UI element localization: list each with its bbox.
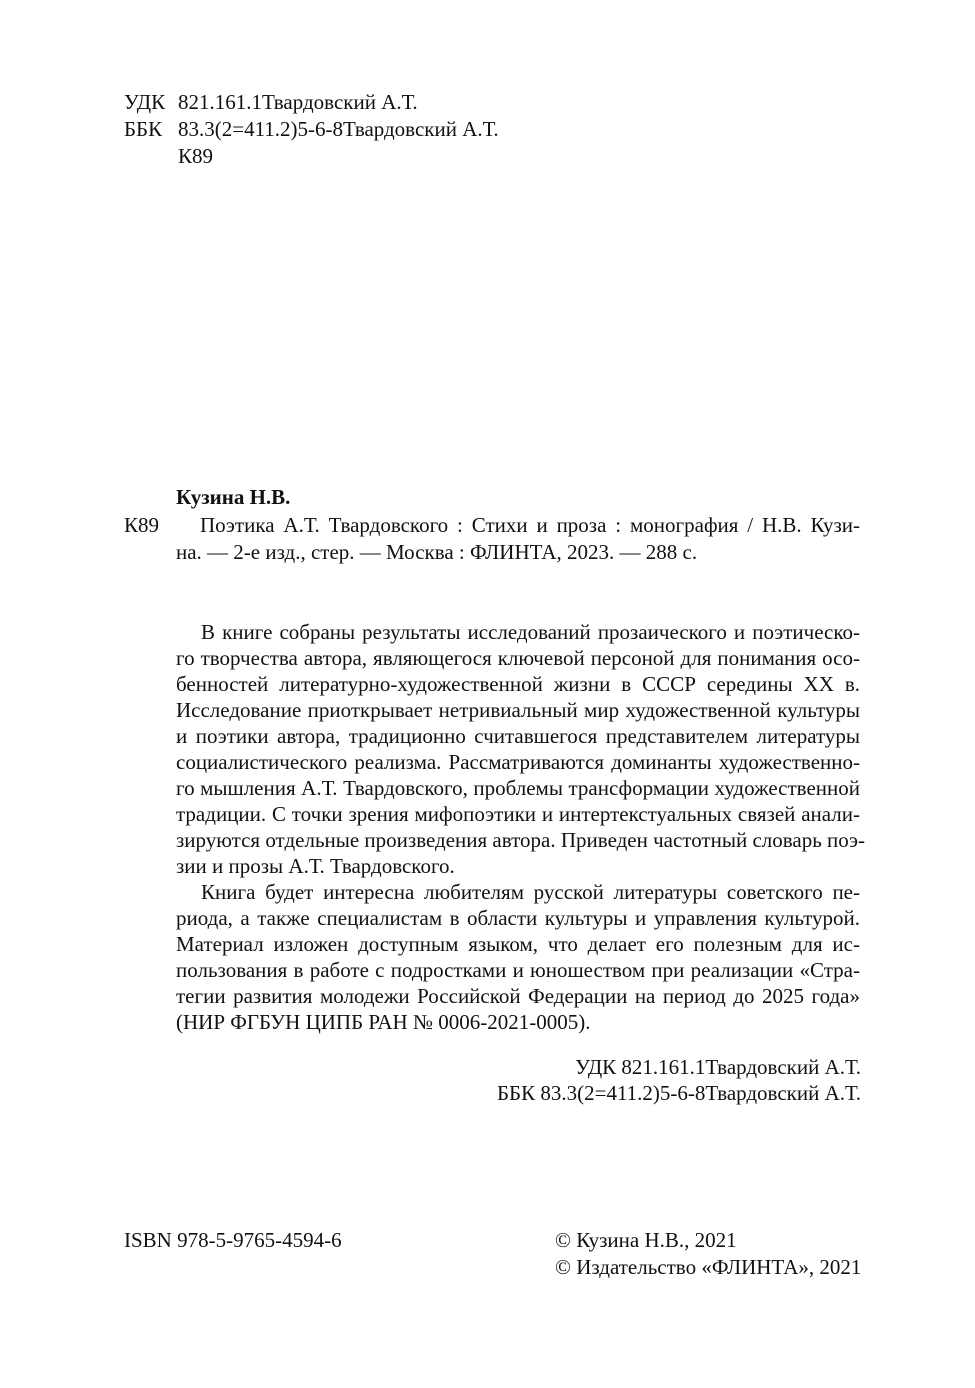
copyright-author: © Кузина Н.В., 2021 xyxy=(555,1228,737,1252)
copyright-publisher: © Издательство «ФЛИНТА», 2021 xyxy=(555,1255,862,1279)
annotation-p1-line: зии и прозы А.Т. Твардовского. xyxy=(176,854,455,878)
annotation-p1-line: бенностей литературно-художественной жизни в СССР середины XX в. xyxy=(176,672,860,696)
annotation-p2-line: (НИР ФГБУН ЦИПБ РАН № 0006-2021-0005). xyxy=(176,1010,591,1034)
udk-value: 821.161.1Твардовский А.Т. xyxy=(178,90,418,114)
annotation-p2-line: Материал изложен доступным языком, что делает его полезным для ис- xyxy=(176,932,860,956)
udk-top xyxy=(124,89,418,115)
annotation-p1-line: В книге собраны результаты исследований прозаического и поэтическо- xyxy=(201,620,860,644)
bbk-label: ББК xyxy=(124,117,163,141)
udk-label: УДК xyxy=(124,90,166,114)
bbk-value: 83.3(2=411.2)5-6-8Твардовский А.Т. xyxy=(178,117,499,141)
annotation-p2-line: пользования в работе с подростками и юношеством при реализации «Стра- xyxy=(176,958,860,982)
annotation-p1-line: социалистического реализма. Рассматриваются доминанты художественно- xyxy=(176,750,860,774)
annotation-p2-line: Книга будет интересна любителям русской литературы советского пе- xyxy=(201,880,860,904)
annotation-p1-line: Исследование приоткрывает нетривиальный мир художественной культуры xyxy=(176,698,860,722)
annotation-p1-line: и поэтики автора, традиционно считавшегося представителем литературы xyxy=(176,724,860,748)
author-mark-record: К89 xyxy=(124,513,160,537)
annotation-p2-line: тегии развития молодежи Российской Федерации на период до 2025 года» xyxy=(176,984,860,1008)
annotation-p1-line: го мышления А.Т. Твардовского, проблемы трансформации художественной xyxy=(176,776,860,800)
bbk-top xyxy=(124,116,499,142)
description-line-1: Поэтика А.Т. Твардовского : Стихи и проза : монография / Н.В. Кузи- xyxy=(200,513,860,537)
annotation-p2-line: риода, а также специалистам в области культуры и управления культурой. xyxy=(176,906,860,930)
annotation-p1-line: го творчества автора, являющегося ключевой персоной для понимания осо- xyxy=(176,646,860,670)
udk-bottom: УДК 821.161.1Твардовский А.Т. xyxy=(575,1055,861,1079)
author-name: Кузина Н.В. xyxy=(176,485,291,509)
annotation-p1-line: традиции. С точки зрения мифопоэтики и интертекстуальных связей анали- xyxy=(176,802,860,826)
author-mark-top: К89 xyxy=(178,144,214,168)
bbk-bottom: ББК 83.3(2=411.2)5-6-8Твардовский А.Т. xyxy=(497,1081,861,1105)
isbn: ISBN 978-5-9765-4594-6 xyxy=(124,1228,342,1252)
description-line-2: на. — 2-е изд., стер. — Москва : ФЛИНТА, 2023. — 288 с. xyxy=(176,540,698,564)
annotation-p1-line: зируются отдельные произведения автора. Приведен частотный словарь поэ- xyxy=(176,828,866,852)
